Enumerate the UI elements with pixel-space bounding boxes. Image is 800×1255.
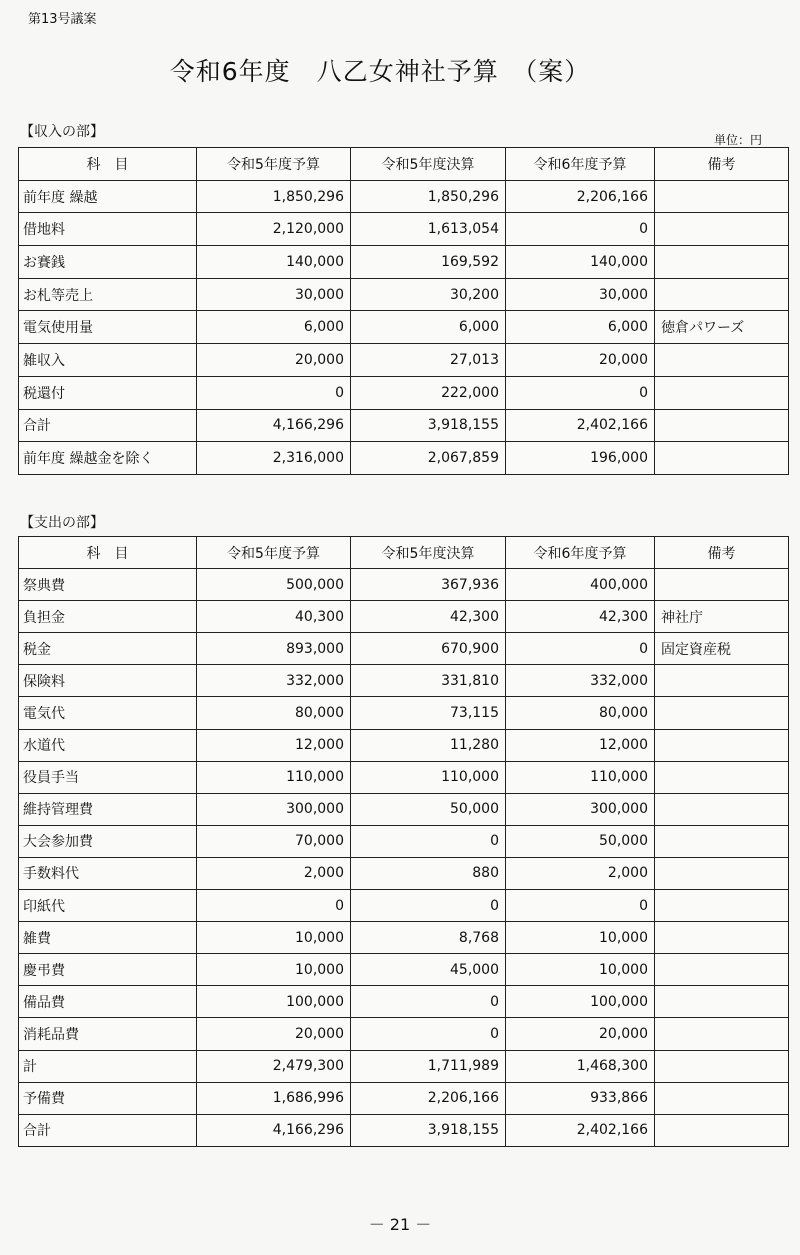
- r6-budget-cell: 2,402,166: [506, 409, 655, 442]
- r5-settlement-cell: 30,200: [351, 278, 506, 311]
- item-cell: お賽銭: [19, 246, 197, 279]
- item-cell: 予備費: [19, 1082, 197, 1114]
- r5-budget-cell: 100,000: [197, 986, 351, 1018]
- table-row: [19, 954, 789, 986]
- table-row: [19, 697, 789, 729]
- table-row: [19, 569, 789, 601]
- expense-header-row: [19, 537, 789, 569]
- item-cell: 税還付: [19, 376, 197, 409]
- r6-budget-cell: 332,000: [506, 665, 655, 697]
- item-cell: 電気代: [19, 697, 197, 729]
- remarks-cell: [655, 825, 789, 857]
- r6-budget-cell: 400,000: [506, 569, 655, 601]
- item-cell: 慶弔費: [19, 954, 197, 986]
- r5-settlement-cell: 42,300: [351, 601, 506, 633]
- item-cell: 消耗品費: [19, 1018, 197, 1050]
- table-row: [19, 246, 789, 279]
- item-cell: 借地料: [19, 213, 197, 246]
- r5-settlement-cell: 0: [351, 1018, 506, 1050]
- r5-budget-cell: 4,166,296: [197, 409, 351, 442]
- r5-budget-cell: 500,000: [197, 569, 351, 601]
- r5-budget-cell: 0: [197, 890, 351, 922]
- remarks-cell: [655, 1114, 789, 1146]
- column-header-item: 科 目: [19, 537, 197, 569]
- table-row: [19, 922, 789, 954]
- r5-settlement-cell: 45,000: [351, 954, 506, 986]
- r6-budget-cell: 300,000: [506, 793, 655, 825]
- table-row: [19, 442, 789, 475]
- remarks-cell: [655, 569, 789, 601]
- r6-budget-cell: 6,000: [506, 311, 655, 344]
- r5-settlement-cell: 27,013: [351, 344, 506, 377]
- table-row: [19, 665, 789, 697]
- remarks-cell: [655, 986, 789, 1018]
- table-row: [19, 1082, 789, 1114]
- r5-settlement-cell: 8,768: [351, 922, 506, 954]
- table-row: [19, 376, 789, 409]
- table-row: [19, 213, 789, 246]
- r5-settlement-cell: 2,067,859: [351, 442, 506, 475]
- remarks-cell: [655, 246, 789, 279]
- expense-section-title: 【支出の部】: [20, 515, 104, 531]
- r5-budget-cell: 2,120,000: [197, 213, 351, 246]
- r5-budget-cell: 40,300: [197, 601, 351, 633]
- expense-table-body: [19, 569, 789, 1147]
- r6-budget-cell: 2,206,166: [506, 180, 655, 213]
- remarks-cell: [655, 922, 789, 954]
- r5-budget-cell: 1,686,996: [197, 1082, 351, 1114]
- column-header-item: 科 目: [19, 148, 197, 181]
- r5-settlement-cell: 0: [351, 825, 506, 857]
- r6-budget-cell: 1,468,300: [506, 1050, 655, 1082]
- r6-budget-cell: 80,000: [506, 697, 655, 729]
- r5-budget-cell: 12,000: [197, 729, 351, 761]
- r5-budget-cell: 110,000: [197, 761, 351, 793]
- unit-label: 単位：円: [713, 133, 762, 147]
- table-row: [19, 793, 789, 825]
- r5-budget-cell: 20,000: [197, 1018, 351, 1050]
- r6-budget-cell: 2,000: [506, 857, 655, 889]
- r6-budget-cell: 42,300: [506, 601, 655, 633]
- remarks-cell: [655, 954, 789, 986]
- item-cell: 前年度 繰越金を除く: [19, 442, 197, 475]
- remarks-cell: [655, 697, 789, 729]
- remarks-cell: [655, 442, 789, 475]
- item-cell: 手数料代: [19, 857, 197, 889]
- r6-budget-cell: 0: [506, 633, 655, 665]
- item-cell: 祭典費: [19, 569, 197, 601]
- r6-budget-cell: 50,000: [506, 825, 655, 857]
- r5-budget-cell: 80,000: [197, 697, 351, 729]
- document-title: 令和6年度 八乙女神社予算 （案）: [169, 57, 591, 86]
- table-row: [19, 633, 789, 665]
- r5-settlement-cell: 367,936: [351, 569, 506, 601]
- remarks-cell: [655, 376, 789, 409]
- remarks-cell: [655, 890, 789, 922]
- r5-settlement-cell: 110,000: [351, 761, 506, 793]
- expense-table: [18, 536, 789, 1147]
- column-header-remarks: 備考: [655, 537, 789, 569]
- remarks-cell: 神社庁: [655, 601, 789, 633]
- r5-settlement-cell: 0: [351, 890, 506, 922]
- column-header-remarks: 備考: [655, 148, 789, 181]
- remarks-cell: [655, 1082, 789, 1114]
- r6-budget-cell: 20,000: [506, 344, 655, 377]
- r5-budget-cell: 10,000: [197, 954, 351, 986]
- column-header-r6-budget: 令和6年度予算: [506, 148, 655, 181]
- column-header-r6-budget: 令和6年度予算: [506, 537, 655, 569]
- r5-budget-cell: 893,000: [197, 633, 351, 665]
- r6-budget-cell: 12,000: [506, 729, 655, 761]
- r6-budget-cell: 933,866: [506, 1082, 655, 1114]
- income-table-body: [19, 180, 789, 474]
- column-header-r5-budget: 令和5年度予算: [197, 148, 351, 181]
- table-row: [19, 986, 789, 1018]
- table-row: [19, 890, 789, 922]
- r6-budget-cell: 140,000: [506, 246, 655, 279]
- r5-settlement-cell: 50,000: [351, 793, 506, 825]
- remarks-cell: [655, 278, 789, 311]
- r5-settlement-cell: 11,280: [351, 729, 506, 761]
- item-cell: 維持管理費: [19, 793, 197, 825]
- income-table: [18, 147, 789, 475]
- column-header-r5-settlement: 令和5年度決算: [351, 537, 506, 569]
- item-cell: 電気使用量: [19, 311, 197, 344]
- remarks-cell: 徳倉パワーズ: [655, 311, 789, 344]
- r5-budget-cell: 1,850,296: [197, 180, 351, 213]
- table-row: [19, 825, 789, 857]
- table-row: [19, 409, 789, 442]
- r5-settlement-cell: 1,711,989: [351, 1050, 506, 1082]
- r6-budget-cell: 2,402,166: [506, 1114, 655, 1146]
- table-row: [19, 278, 789, 311]
- item-cell: お札等売上: [19, 278, 197, 311]
- r5-budget-cell: 332,000: [197, 665, 351, 697]
- remarks-cell: [655, 761, 789, 793]
- item-cell: 備品費: [19, 986, 197, 1018]
- item-cell: 雑費: [19, 922, 197, 954]
- item-cell: 前年度 繰越: [19, 180, 197, 213]
- table-row: [19, 1050, 789, 1082]
- r5-settlement-cell: 222,000: [351, 376, 506, 409]
- r6-budget-cell: 0: [506, 376, 655, 409]
- r5-budget-cell: 20,000: [197, 344, 351, 377]
- r5-settlement-cell: 880: [351, 857, 506, 889]
- item-cell: 合計: [19, 1114, 197, 1146]
- r5-settlement-cell: 1,613,054: [351, 213, 506, 246]
- r6-budget-cell: 0: [506, 213, 655, 246]
- table-row: [19, 1018, 789, 1050]
- table-row: [19, 601, 789, 633]
- agenda-number-label: 第13号議案: [28, 12, 97, 27]
- r5-budget-cell: 10,000: [197, 922, 351, 954]
- item-cell: 役員手当: [19, 761, 197, 793]
- remarks-cell: [655, 857, 789, 889]
- r5-budget-cell: 2,479,300: [197, 1050, 351, 1082]
- table-row: [19, 761, 789, 793]
- r5-settlement-cell: 6,000: [351, 311, 506, 344]
- r5-settlement-cell: 73,115: [351, 697, 506, 729]
- r5-settlement-cell: 670,900: [351, 633, 506, 665]
- r5-settlement-cell: 3,918,155: [351, 1114, 506, 1146]
- r6-budget-cell: 20,000: [506, 1018, 655, 1050]
- remarks-cell: [655, 409, 789, 442]
- remarks-cell: [655, 1018, 789, 1050]
- remarks-cell: [655, 344, 789, 377]
- remarks-cell: [655, 1050, 789, 1082]
- r5-settlement-cell: 3,918,155: [351, 409, 506, 442]
- r5-settlement-cell: 1,850,296: [351, 180, 506, 213]
- r5-settlement-cell: 0: [351, 986, 506, 1018]
- remarks-cell: [655, 180, 789, 213]
- table-row: [19, 729, 789, 761]
- table-row: [19, 344, 789, 377]
- r6-budget-cell: 10,000: [506, 922, 655, 954]
- r6-budget-cell: 30,000: [506, 278, 655, 311]
- item-cell: 印紙代: [19, 890, 197, 922]
- r5-budget-cell: 70,000: [197, 825, 351, 857]
- r5-budget-cell: 300,000: [197, 793, 351, 825]
- remarks-cell: [655, 729, 789, 761]
- r6-budget-cell: 0: [506, 890, 655, 922]
- table-row: [19, 857, 789, 889]
- table-row: [19, 311, 789, 344]
- item-cell: 負担金: [19, 601, 197, 633]
- item-cell: 大会参加費: [19, 825, 197, 857]
- r5-budget-cell: 4,166,296: [197, 1114, 351, 1146]
- r6-budget-cell: 196,000: [506, 442, 655, 475]
- r5-budget-cell: 0: [197, 376, 351, 409]
- income-section-title: 【収入の部】: [20, 124, 104, 140]
- remarks-cell: [655, 793, 789, 825]
- column-header-r5-settlement: 令和5年度決算: [351, 148, 506, 181]
- item-cell: 合計: [19, 409, 197, 442]
- income-header-row: [19, 148, 789, 181]
- page-number: － 21 －: [368, 1215, 432, 1234]
- item-cell: 水道代: [19, 729, 197, 761]
- r5-settlement-cell: 169,592: [351, 246, 506, 279]
- r5-budget-cell: 2,000: [197, 857, 351, 889]
- r5-budget-cell: 140,000: [197, 246, 351, 279]
- r5-settlement-cell: 331,810: [351, 665, 506, 697]
- table-row: [19, 180, 789, 213]
- r5-settlement-cell: 2,206,166: [351, 1082, 506, 1114]
- column-header-r5-budget: 令和5年度予算: [197, 537, 351, 569]
- item-cell: 税金: [19, 633, 197, 665]
- remarks-cell: 固定資産税: [655, 633, 789, 665]
- item-cell: 雑収入: [19, 344, 197, 377]
- r6-budget-cell: 10,000: [506, 954, 655, 986]
- item-cell: 保険料: [19, 665, 197, 697]
- r6-budget-cell: 110,000: [506, 761, 655, 793]
- r5-budget-cell: 2,316,000: [197, 442, 351, 475]
- remarks-cell: [655, 213, 789, 246]
- r5-budget-cell: 6,000: [197, 311, 351, 344]
- r6-budget-cell: 100,000: [506, 986, 655, 1018]
- r5-budget-cell: 30,000: [197, 278, 351, 311]
- item-cell: 計: [19, 1050, 197, 1082]
- remarks-cell: [655, 665, 789, 697]
- table-row: [19, 1114, 789, 1146]
